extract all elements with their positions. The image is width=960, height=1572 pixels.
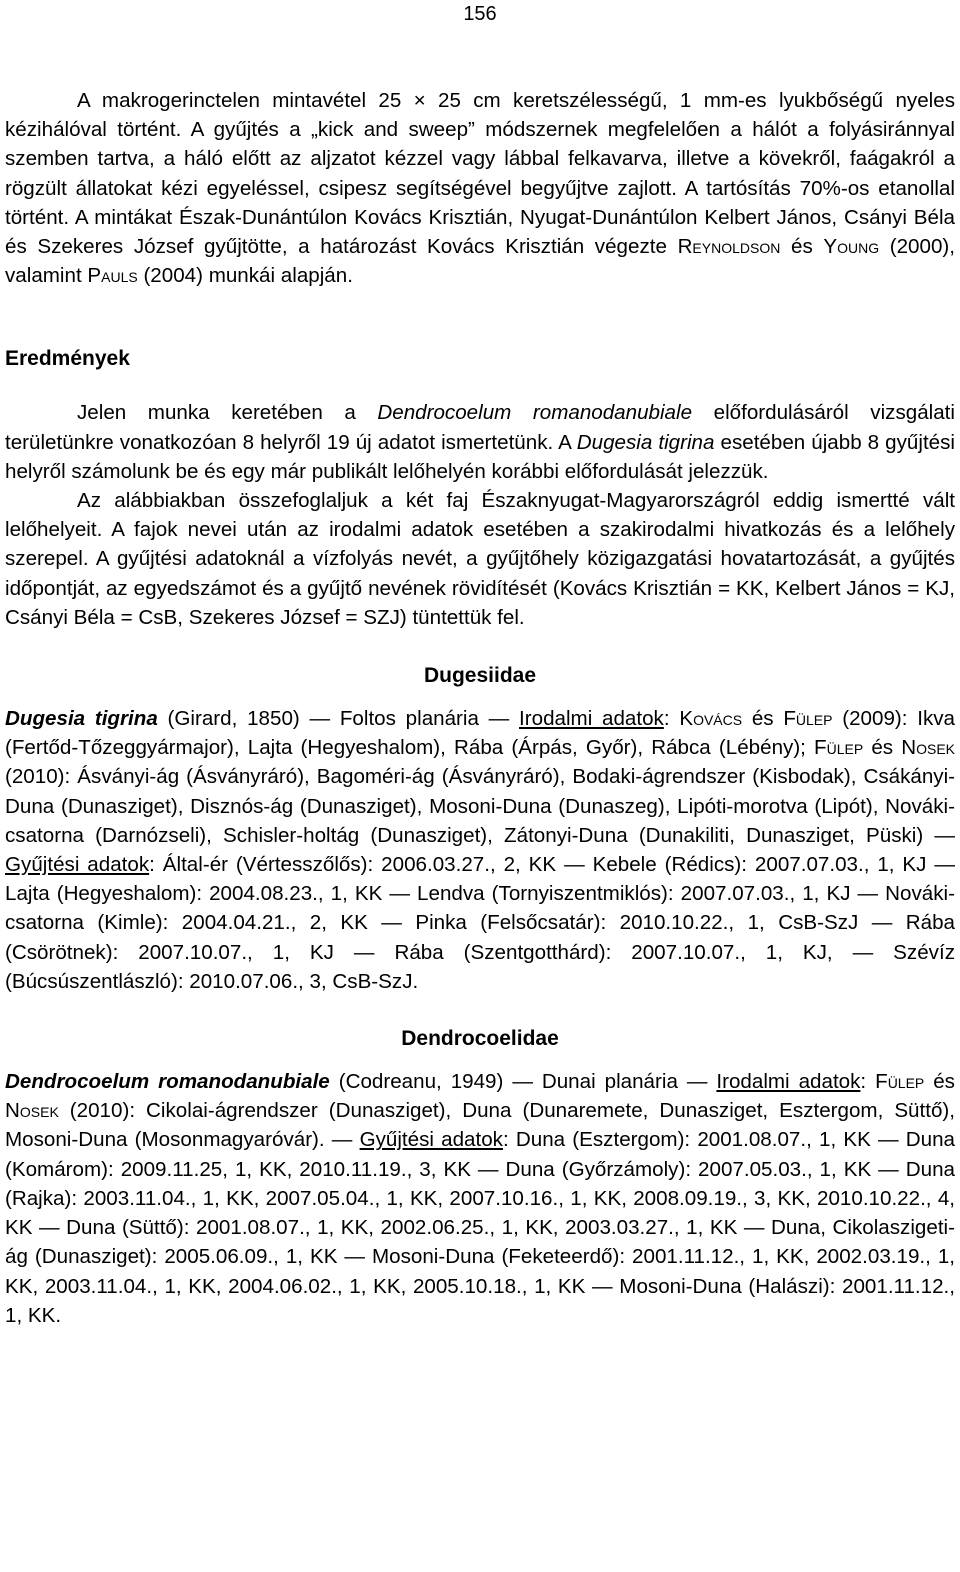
page-content <box>5 86 955 1330</box>
species-entry-dendrocoelum <box>5 1067 955 1330</box>
page-number: 156 <box>463 3 497 25</box>
reference-author: Nosek <box>901 736 956 760</box>
collection-data-label: Gyűjtési adatok <box>5 853 150 877</box>
methods-paragraph <box>5 86 955 290</box>
literature-data-label: Irodalmi adatok <box>519 707 664 731</box>
results-text: esetében újabb 8 gyűjtési helyről számolunk be és egy már publikált lelőhelyén korábbi előfordulását jelezzük. <box>5 430 955 483</box>
conjunction: és <box>863 736 902 760</box>
methods-text: (2004) munkái alapján. <box>137 264 353 288</box>
species-name: Dendrocoelum romanodanubiale <box>377 401 693 425</box>
reference-author: Kovács <box>679 707 743 731</box>
literature-text: (2010): Ásványi-ág (Ásványráró), Bagoméri-ág (Ásványráró), Bodaki-ágrendszer (Kisbodak), Csákányi-Duna (Dunasziget), Disznós-ág (Dunasziget), Mosoni-Duna (Dunaszeg), Lipóti-morotva (Lipót), Nováki-csatorna (Darnózseli), Schisler-holtág (Dunasziget), Zátonyi-Duna (Dunakiliti, Dunasziget, Püski) — <box>5 765 955 847</box>
reference-author: Pauls <box>87 264 138 288</box>
conjunction: és <box>924 1070 955 1094</box>
literature-data-label: Irodalmi adatok <box>716 1070 861 1094</box>
results-text: Jelen munka keretében a <box>77 401 378 425</box>
results-text: előfordulásáról vizsgálati területünkre vonatkozóan 8 helyről 19 új adatot ismertetünk. A <box>5 401 955 454</box>
results-paragraph <box>5 398 955 486</box>
species-name: Dendrocoelum romanodanubiale <box>5 1070 330 1094</box>
species-author: (Girard, 1850) — Foltos planária — <box>157 707 520 731</box>
collection-data-label: Gyűjtési adatok <box>359 1128 503 1152</box>
conjunction: és <box>780 235 824 259</box>
species-entry-dugesia <box>5 704 955 996</box>
conjunction: és <box>742 707 784 731</box>
results-paragraph: Az alábbiakban összefoglaljuk a két faj Északnyugat-Magyarországról eddig ismertté vált lelőhelyeit. A fajok nevei után az irodalmi adatok esetében a szakirodalmi hivatkozás és a lelőhely szerepel. A gyűjtési adatoknál a vízfolyás nevét, a gyűjtőhely közigazgatási hovatartozását, a gyűjtés időpontját, az egyedszámot és a gyűjtő nevének rövidítését (Kovács Krisztián = KK, Kelbert János = KJ, Csányi Béla = CsB, Szekeres József = SZJ) tüntettük fel. <box>5 489 955 629</box>
reference-author: Young <box>823 235 880 259</box>
colon: : <box>860 1070 876 1094</box>
family-heading-dugesiidae: Dugesiidae <box>423 664 537 688</box>
species-name: Dugesia tigrina <box>5 707 158 731</box>
reference-author: Nosek <box>5 1099 59 1123</box>
methods-text: A makrogerinctelen mintavétel 25 × 25 cm keretszélességű, 1 mm-es lyukbőségű nyeles kézihálóval történt. A gyűjtés a „kick and sweep” módszernek megfelelően a hálót a folyásiránnyal szemben tartva, a háló előtt az aljzatot kézzel vagy lábbal felkavarva, illetve a kövekről, faágakról a rögzült állatokat kézi egyeléssel, csipesz segítségével begyűjtve zajlott. A tartósítás 70%-os etanollal történt. A mintákat Észak-Dunántúlon Kovács Krisztián, Nyugat-Dunántúlon Kelbert János, Csányi Béla és Szekeres József gyűjtötte, a határozást Kovács Krisztián végezte <box>5 89 955 259</box>
reference-author: Fülep <box>814 736 864 760</box>
species-author: (Codreanu, 1949) — Dunai planária — <box>329 1070 717 1094</box>
methods-text: (2000), valamint <box>5 235 956 288</box>
species-name: Dugesia tigrina <box>576 430 715 454</box>
literature-text: (2010): Cikolai-ágrendszer (Dunasziget), Duna (Dunaremete, Dunasziget, Esztergom, Süttő), Mosoni-Duna (Mosonmagyaróvár). — <box>5 1099 955 1152</box>
colon: : <box>663 707 680 731</box>
reference-author: Fülep <box>875 1070 925 1094</box>
collection-text: : Duna (Esztergom): 2001.08.07., 1, KK — Duna (Komárom): 2009.11.25, 1, KK, 2010.11.19., 3, KK — Duna (Győrzámoly): 2007.05.03., 1, KK — Duna (Rajka): 2003.11.04., 1, KK, 2007.05.04., 1, KK, 2007.10.16., 1, KK, 2008.09.19., 3, KK, 2010.10.22., 4, KK — Duna (Süttő): 2001.08.07., 1, KK, 2002.06.25., 1, KK, 2003.03.27., 1, KK — Duna, Cikolaszigeti-ág (Dunasziget): 2005.06.09., 1, KK — Mosoni-Duna (Feketeerdő): 2001.11.12., 1, KK, 2002.03.19., 1, KK, 2003.11.04., 1, KK, 2004.06.02., 1, KK, 2005.10.18., 1, KK — Mosoni-Duna (Halászi): 2001.11.12., 1, KK. <box>5 1128 955 1327</box>
section-heading-results: Eredmények <box>5 347 130 371</box>
family-heading-dendrocoelidae: Dendrocoelidae <box>401 1027 559 1051</box>
collection-text: : Által-ér (Vértesszőlős): 2006.03.27., 2, KK — Kebele (Rédics): 2007.07.03., 1, KJ — Lajta (Hegyeshalom): 2004.08.23., 1, KK — Lendva (Tornyiszentmiklós): 2007.07.03., 1, KJ — Nováki-csatorna (Kimle): 2004.04.21., 2, KK — Pinka (Felsőcsatár): 2010.10.22., 1, CsB-SzJ — Rába (Csörötnek): 2007.10.07., 1, KJ — Rába (Szentgotthárd): 2007.10.07., 1, KJ, — Szévíz (Búcsúszentlászló): 2010.07.06., 3, CsB-SzJ. <box>5 853 955 993</box>
reference-author: Reynoldson <box>677 235 781 259</box>
literature-text: (2009): Ikva (Fertőd-Tőzeggyármajor), Lajta (Hegyeshalom), Rába (Árpás, Győr), Rábca (Lébény); <box>5 707 955 760</box>
reference-author: Fülep <box>783 707 833 731</box>
